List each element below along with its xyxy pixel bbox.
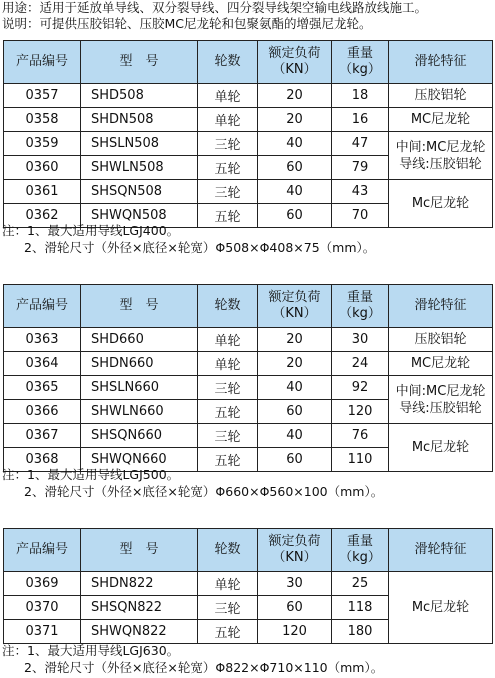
cell-load: 40 (258, 180, 332, 204)
cell-code: 0362 (4, 204, 81, 228)
cell-wheels: 三轮 (198, 180, 258, 204)
cell-weight: 118 (332, 596, 389, 620)
header-load (258, 529, 332, 572)
cell-load: 60 (258, 156, 332, 180)
header-feature: 滑轮特征 (389, 285, 493, 328)
cell-wheels: 单轮 (198, 352, 258, 376)
feature-middle-wheel: 中间:MC尼龙轮 (395, 383, 486, 399)
usage-text: 用途：适用于延放单导线、双分裂导线、四分裂导线架空输电线路放线施工。 (2, 0, 428, 15)
header-load (258, 285, 332, 328)
cell-code: 0370 (4, 596, 81, 620)
table-row (4, 376, 493, 400)
cell-code: 0367 (4, 424, 81, 448)
cell-weight: 43 (332, 180, 389, 204)
cell-feature: 压胶铝轮 (389, 84, 493, 108)
header-code: 产品编号 (4, 529, 81, 572)
cell-feature-merged (389, 376, 493, 424)
cell-feature-merged: Mc尼龙轮 (389, 180, 493, 228)
cell-model: SHSQN508 (81, 180, 198, 204)
cell-model: SHSQN822 (81, 596, 198, 620)
note-line: 注：1、最大适用导线LGJ500。 (2, 467, 180, 482)
header-wheels: 轮数 (198, 529, 258, 572)
cell-weight: 120 (332, 400, 389, 424)
header-weight-label: 重量 (346, 534, 373, 549)
cell-load: 40 (258, 424, 332, 448)
feature-conductor-wheel: 导线:压胶铝轮 (399, 156, 482, 172)
cell-feature: 压胶铝轮 (389, 328, 493, 352)
cell-load: 40 (258, 132, 332, 156)
header-model: 型 号 (81, 41, 198, 84)
table-row (4, 180, 493, 204)
cell-model: SHDN822 (81, 572, 198, 596)
cell-code: 0359 (4, 132, 81, 156)
cell-feature: MC尼龙轮 (389, 352, 493, 376)
cell-weight: 18 (332, 84, 389, 108)
header-weight-unit: （kg） (339, 550, 381, 565)
header-load-unit: （KN） (272, 306, 317, 321)
cell-weight: 16 (332, 108, 389, 132)
cell-model: SHDN508 (81, 108, 198, 132)
header-feature: 滑轮特征 (389, 529, 493, 572)
cell-load: 20 (258, 352, 332, 376)
cell-weight: 30 (332, 328, 389, 352)
cell-code: 0358 (4, 108, 81, 132)
cell-load: 20 (258, 108, 332, 132)
cell-model: SHWLN508 (81, 156, 198, 180)
cell-model: SHWQN822 (81, 620, 198, 644)
cell-weight: 47 (332, 132, 389, 156)
cell-load: 60 (258, 448, 332, 472)
spec-table-508 (3, 40, 493, 228)
cell-load: 60 (258, 400, 332, 424)
cell-model: SHWQN508 (81, 204, 198, 228)
header-weight-unit: （kg） (339, 62, 381, 77)
header-weight-label: 重量 (346, 46, 373, 61)
table-notes (2, 642, 383, 676)
cell-wheels: 五轮 (198, 204, 258, 228)
header-weight (332, 285, 389, 328)
cell-weight: 25 (332, 572, 389, 596)
cell-wheels: 五轮 (198, 400, 258, 424)
cell-model: SHWLN660 (81, 400, 198, 424)
table-row (4, 572, 493, 596)
header-model: 型 号 (81, 285, 198, 328)
cell-code: 0357 (4, 84, 81, 108)
cell-model: SHSLN508 (81, 132, 198, 156)
table-row (4, 328, 493, 352)
note-line: 2、滑轮尺寸（外径×底径×轮宽）Φ660×Φ560×100（mm）。 (24, 484, 384, 499)
cell-model: SHSQN660 (81, 424, 198, 448)
table-row (4, 108, 493, 132)
note-line: 2、滑轮尺寸（外径×底径×轮宽）Φ822×Φ710×110（mm）。 (24, 660, 384, 675)
cell-weight: 92 (332, 376, 389, 400)
cell-weight: 180 (332, 620, 389, 644)
cell-code: 0369 (4, 572, 81, 596)
cell-feature-merged: Mc尼龙轮 (389, 572, 493, 644)
header-wheels: 轮数 (198, 285, 258, 328)
description-text: 说明：可提供压胶铝轮、压胶MC尼龙轮和包聚氨酯的增强尼龙轮。 (2, 16, 372, 31)
cell-wheels: 五轮 (198, 620, 258, 644)
note-line: 注：1、最大适用导线LGJ400。 (2, 223, 180, 238)
header-load-label: 额定负荷 (268, 46, 321, 61)
header-feature: 滑轮特征 (389, 41, 493, 84)
cell-code: 0360 (4, 156, 81, 180)
header-load-label: 额定负荷 (268, 534, 321, 549)
cell-wheels: 三轮 (198, 376, 258, 400)
cell-feature: MC尼龙轮 (389, 108, 493, 132)
cell-wheels: 三轮 (198, 596, 258, 620)
header-weight-unit: （kg） (339, 306, 381, 321)
cell-wheels: 单轮 (198, 108, 258, 132)
cell-wheels: 单轮 (198, 328, 258, 352)
header-load (258, 41, 332, 84)
note-line: 注：1、最大适用导线LGJ630。 (2, 643, 180, 658)
table-row (4, 84, 493, 108)
cell-load: 60 (258, 204, 332, 228)
cell-code: 0361 (4, 180, 81, 204)
cell-model: SHD508 (81, 84, 198, 108)
cell-wheels: 单轮 (198, 572, 258, 596)
cell-wheels: 五轮 (198, 448, 258, 472)
note-line: 2、滑轮尺寸（外径×底径×轮宽）Φ508×Φ408×75（mm）。 (24, 240, 376, 255)
header-wheels: 轮数 (198, 41, 258, 84)
cell-load: 30 (258, 572, 332, 596)
cell-code: 0371 (4, 620, 81, 644)
cell-load: 20 (258, 84, 332, 108)
cell-model: SHDN660 (81, 352, 198, 376)
cell-wheels: 单轮 (198, 84, 258, 108)
spec-table-660 (3, 284, 493, 472)
cell-weight: 24 (332, 352, 389, 376)
header-weight-label: 重量 (346, 290, 373, 305)
spec-table-822 (3, 528, 493, 644)
cell-load: 60 (258, 596, 332, 620)
table-header-row (4, 529, 493, 572)
cell-feature-merged (389, 132, 493, 180)
header-code: 产品编号 (4, 285, 81, 328)
cell-weight: 79 (332, 156, 389, 180)
cell-model: SHD660 (81, 328, 198, 352)
cell-code: 0364 (4, 352, 81, 376)
table-header-row (4, 285, 493, 328)
cell-load: 20 (258, 328, 332, 352)
cell-wheels: 五轮 (198, 156, 258, 180)
cell-load: 120 (258, 620, 332, 644)
header-load-unit: （KN） (272, 550, 317, 565)
cell-model: SHWQN660 (81, 448, 198, 472)
cell-weight: 76 (332, 424, 389, 448)
cell-weight: 70 (332, 204, 389, 228)
header-weight (332, 41, 389, 84)
header-code: 产品编号 (4, 41, 81, 84)
table-row (4, 424, 493, 448)
cell-feature-merged: Mc尼龙轮 (389, 424, 493, 472)
table-header-row (4, 41, 493, 84)
feature-middle-wheel: 中间:MC尼龙轮 (395, 139, 486, 155)
cell-code: 0368 (4, 448, 81, 472)
cell-weight: 110 (332, 448, 389, 472)
feature-conductor-wheel: 导线:压胶铝轮 (399, 400, 482, 416)
cell-wheels: 三轮 (198, 132, 258, 156)
table-row (4, 352, 493, 376)
header-load-unit: （KN） (272, 62, 317, 77)
cell-code: 0363 (4, 328, 81, 352)
cell-load: 40 (258, 376, 332, 400)
cell-code: 0366 (4, 400, 81, 424)
header-load-label: 额定负荷 (268, 290, 321, 305)
cell-model: SHSLN660 (81, 376, 198, 400)
table-row (4, 132, 493, 156)
header-model: 型 号 (81, 529, 198, 572)
cell-code: 0365 (4, 376, 81, 400)
header-weight (332, 529, 389, 572)
cell-wheels: 三轮 (198, 424, 258, 448)
table-notes (2, 466, 383, 500)
table-notes (2, 222, 375, 256)
